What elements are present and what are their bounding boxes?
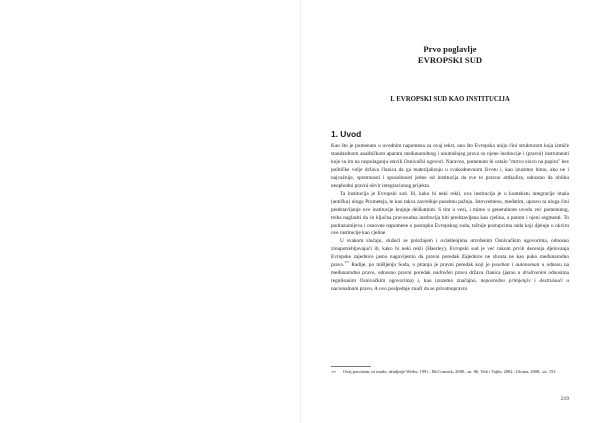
paragraph-1: Kao što je pomenuto u uvodnim napomena za ovaj tekst, ono što Evropska uniju čini strukturom koja izmiče standardnom analitičkom aparatu međunarodnog i unutrašnjeg prava su njene institucije i (pravni) instrumenti koje su im na raspolaganju stavili Osnivački ugovori. Naravno, pomenuto bi ostalo "mrtvo slovo na papiru" bez političke volje država članica da ga materijalizuju u svakodnevnom životu i, kao izuzetno bitno, ako ne i najvažnije, spremnosti i sposobnosti jedne od institucija da sve to pravno artikulira, odnosno da obliku neophodni pravni okvir integracionog prijekta.	[331, 143, 569, 189]
footnote-divider	[331, 366, 371, 367]
footnote-text: Ovaj povodom, ni ostalo, detaljnije Weiler, 1991.; McCormick, 2008., str. 86; Vidi i Vajler, 2002.; Jilcaita, 2008., str. 153	[343, 369, 556, 374]
footnote	[331, 369, 569, 375]
part-heading: I. EVROPSKI SUD KAO INSTITUCIJA	[390, 96, 510, 103]
paragraph-2: Ta institucija je Evropski sud. Ili, kako bi neki rekli, ova institucija je u kontekstu integracije imala (antičku) ulogu Prometeja, te kao takva zavređuje posebnu pažnju. Istovremeno, međutim, upravo ta uloga čini predstavljanje ove institucije krajnje delikatnim. S tim u vezi, i mimo u generalnom uvodu već pomenutog, treba naglasiti da će ključna pravosudna institucija biti predstavljena kao cjelina, a potom i njeni segmenti. To podrazumijeva i osnovne napomene o postupku Evropskog suda, tačnije postupcima suda koji djeluju u okviru ove institucije kao cjeline.	[331, 190, 569, 237]
section-heading: 1. Uvod	[331, 129, 362, 139]
footnote-number: 377	[331, 370, 337, 374]
chapter-heading	[331, 44, 569, 66]
chapter-name: EVROPSKI SUD	[417, 55, 483, 65]
paragraph-3: U svakom slučaju, služeći se položajem i ovlaštenjima utvrđenim Osnivačkim ugovorima, odnosno zloupotrebljavajući ih, kako bi neki rekli (Haerley), Evropski sud je već tokom prvih decenija djelovanja Evropske zajednice jasno nagovijestio da pravni poredak Zajednice ne shvata ne kao puko međunarodno pravo.$^{377}$ Radije, po mišljenju Suda, u pitanju je pravni poredak koji je poseban i autonoman u odnosu na međunarodno pravo, odnosno pravni poredak nadređen pravu država članica (jasno u društvenim odnosima regulisanim Osnivačkim ugovorima) i, kao izuzetno značajno, neposredno primjenjiv i destruisući u nacionalnom pravu. A ovo posljednje znači da se privatnopravni	[331, 238, 569, 293]
page-number: 219	[560, 396, 569, 402]
page-gutter	[300, 0, 301, 423]
body-text	[331, 143, 569, 294]
footnote-ref: 377	[344, 260, 350, 265]
chapter-number: Prvo poglavlje	[423, 44, 477, 54]
right-page	[331, 0, 569, 423]
